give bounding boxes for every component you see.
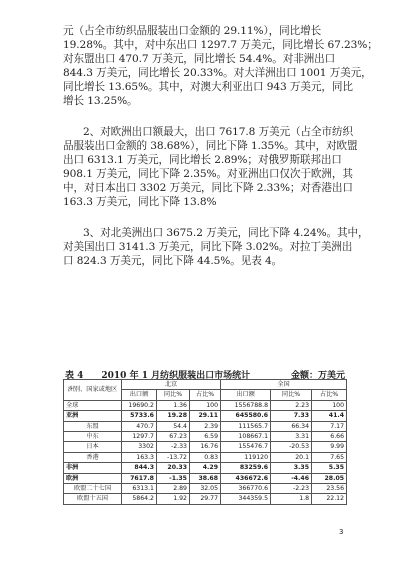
table-cell: -2.33 — [157, 442, 190, 452]
table-cell: 41.4 — [312, 411, 347, 421]
table-cell: 3.35 — [271, 463, 312, 473]
row-label: 东盟 — [64, 421, 122, 431]
header-beijing: 北京 — [122, 380, 221, 390]
text-line: 品服装出口金额的 38.68%），同比下降 1.35%。其中，对欧盟 — [63, 140, 358, 152]
subheader-export-amount: 出口额 — [221, 390, 271, 400]
row-label: 欧盟二十七国 — [64, 484, 122, 494]
row-label: 全球 — [64, 400, 122, 410]
text-line: 元（占全市纺织品服装出口金额的 29.11%），同比增长 — [63, 25, 322, 37]
table-cell: 7.33 — [271, 411, 312, 421]
table-row — [64, 452, 347, 462]
table-cell: 7.17 — [312, 421, 347, 431]
table-cell: 23.56 — [312, 484, 347, 494]
text-line: 中，对日本出口 3302 万美元，同比下降 2.33%；对香港出口 — [63, 182, 353, 194]
table-unit: 金额：万美元 — [290, 371, 345, 381]
row-label: 中东 — [64, 432, 122, 442]
text-line: 2、对欧洲出口额最大，出口 7617.8 万美元（占全市纺织 — [83, 126, 354, 138]
table-row — [64, 421, 347, 431]
table-cell: 163.3 — [122, 452, 157, 462]
table-cell: 366770.6 — [221, 484, 271, 494]
table-row — [64, 411, 347, 421]
table-cell: 3302 — [122, 442, 157, 452]
table-row — [64, 494, 347, 504]
text-line: 3、对北美洲出口 3675.2 万美元，同比下降 4.24%。其中， — [83, 227, 369, 239]
row-label: 日本 — [64, 442, 122, 452]
table-cell: 9.99 — [312, 442, 347, 452]
subheader-yoy: 同比% — [157, 390, 190, 400]
table-row — [64, 463, 347, 473]
text-line: 口 824.3 万美元，同比下降 44.5%。见表 4。 — [63, 255, 283, 267]
table-cell: 100 — [312, 400, 347, 410]
table-cell: 83259.6 — [221, 463, 271, 473]
table-cell: 2.39 — [190, 421, 221, 431]
table-cell: 5864.2 — [122, 494, 157, 504]
subheader-share: 占比% — [190, 390, 221, 400]
table-cell: 20.1 — [271, 452, 312, 462]
table-cell: 6.59 — [190, 432, 221, 442]
page-number: 3 — [339, 528, 344, 536]
subheader-yoy: 同比% — [271, 390, 312, 400]
table-cell: 1.36 — [157, 400, 190, 410]
table-cell: 7617.8 — [122, 473, 157, 483]
table-cell: 436672.6 — [221, 473, 271, 483]
table-cell: 108667.1 — [221, 432, 271, 442]
subheader-share: 占比% — [312, 390, 347, 400]
text-line: 19.28%。其中，对中东出口 1297.7 万美元，同比增长 67.23%； — [63, 39, 378, 51]
table-cell: 2.89 — [157, 484, 190, 494]
table-cell: 54.4 — [157, 421, 190, 431]
subheader-export-amount: 出口额 — [122, 390, 157, 400]
text-line: 同比增长 13.65%。其中，对澳大利亚出口 943 万美元，同比 — [63, 81, 353, 93]
table-cell: 1.8 — [271, 494, 312, 504]
table-cell: 100 — [190, 400, 221, 410]
table-cell: 67.23 — [157, 432, 190, 442]
table-cell: 6313.1 — [122, 484, 157, 494]
export-market-table — [63, 379, 347, 505]
table-cell: 20.33 — [157, 463, 190, 473]
table-cell: 28.05 — [312, 473, 347, 483]
row-label: 欧洲 — [64, 473, 122, 483]
header-region: 洲别、国家或地区 — [64, 380, 122, 401]
table-cell: 645580.6 — [221, 411, 271, 421]
table-cell: 1.92 — [157, 494, 190, 504]
text-line: 出口 6313.1 万美元，同比增长 2.89%；对俄罗斯联邦出口 — [63, 154, 342, 166]
table-cell: 5733.6 — [122, 411, 157, 421]
table-cell: 22.12 — [312, 494, 347, 504]
row-label: 非洲 — [64, 463, 122, 473]
table-row — [64, 432, 347, 442]
table-cell: 32.05 — [190, 484, 221, 494]
text-line: 增长 13.25%。 — [63, 95, 138, 107]
table-cell: 155476.7 — [221, 442, 271, 452]
table-cell: 344359.5 — [221, 494, 271, 504]
table-cell: 470.7 — [122, 421, 157, 431]
table-cell: 3.31 — [271, 432, 312, 442]
table-cell: -13.72 — [157, 452, 190, 462]
table-cell: 1297.7 — [122, 432, 157, 442]
table-cell: -20.53 — [271, 442, 312, 452]
table-row — [64, 473, 347, 483]
table-cell: 66.34 — [271, 421, 312, 431]
table-cell: 4.29 — [190, 463, 221, 473]
table-caption-title: 表 4 2010 年 1 月纺织服装出口市场统计 — [65, 371, 251, 381]
table-cell: 0.83 — [190, 452, 221, 462]
table-cell: 6.66 — [312, 432, 347, 442]
table-cell: -2.23 — [271, 484, 312, 494]
text-line: 对美国出口 3141.3 万美元，同比下降 3.02%。对拉丁美洲出 — [63, 241, 353, 253]
table-cell: 1556788.8 — [221, 400, 271, 410]
table-row — [64, 442, 347, 452]
table-row — [64, 400, 347, 410]
table-cell: 844.3 — [122, 463, 157, 473]
table-cell: -1.35 — [157, 473, 190, 483]
table-cell: 16.76 — [190, 442, 221, 452]
table-cell: 111565.7 — [221, 421, 271, 431]
row-label: 欧盟十五国 — [64, 494, 122, 504]
table-cell: 19.28 — [157, 411, 190, 421]
text-line: 844.3 万美元，同比增长 20.33%。对大洋洲出口 1001 万美元， — [63, 67, 372, 79]
header-national: 全国 — [221, 380, 347, 390]
table-cell: 29.11 — [190, 411, 221, 421]
table-cell: 2.23 — [271, 400, 312, 410]
table-cell: 5.35 — [312, 463, 347, 473]
row-label: 亚洲 — [64, 411, 122, 421]
table-cell: 38.68 — [190, 473, 221, 483]
text-line: 163.3 万美元，同比下降 13.8% — [63, 196, 217, 208]
table-cell: 119120 — [221, 452, 271, 462]
table-row — [64, 484, 347, 494]
text-line: 908.1 万美元，同比下降 2.35%。对亚洲出口仅次于欧洲，其 — [63, 168, 353, 180]
table-cell: -4.46 — [271, 473, 312, 483]
table-cell: 29.77 — [190, 494, 221, 504]
table-cell: 19690.2 — [122, 400, 157, 410]
row-label: 香港 — [64, 452, 122, 462]
text-line: 对东盟出口 470.7 万美元，同比增长 54.4%。对非洲出口 — [63, 53, 336, 65]
table-cell: 7.65 — [312, 452, 347, 462]
